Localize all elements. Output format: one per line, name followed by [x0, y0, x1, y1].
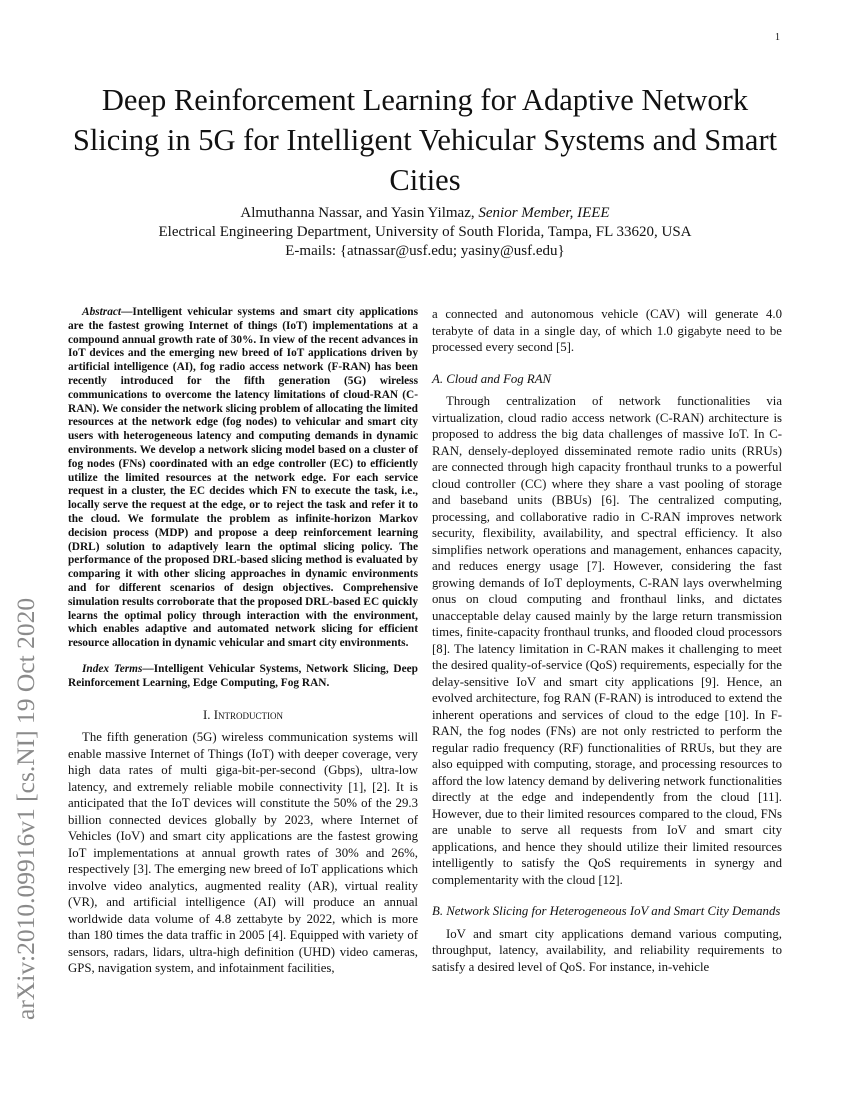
subsection-heading-network-slicing: B. Network Slicing for Heterogeneous IoV and Smart City Demands [432, 904, 781, 918]
index-terms [68, 663, 418, 691]
author-list: Almuthanna Nassar, and Yasin Yilmaz, [240, 205, 479, 221]
index-terms-text: —Intelligent Vehicular Systems, Network Slicing, Deep Reinforcement Learning, Edge Computing, Fog RAN. [68, 662, 418, 689]
abstract-text: —Intelligent vehicular systems and smart city applications are the fastest growing Internet of things (IoT) implementations at a compound annual growth rate of 30%. In view of the recent advances in IoT devices and the emerging new breed of IoT applications driven by artificial intelligence (AI), fog radio access network (F-RAN) has been recently introduced for the fifth generation (5G) wireless communications to overcome the latency limitations of cloud-RAN (C-RAN). We consider the network slicing problem of allocating the limited resources at the network edge (fog nodes) to vehicular and smart city users with heterogeneous latency and computing demands in dynamic environments. We develop a network slicing model based on a cluster of fog nodes (FNs) coordinated with an edge controller (EC) to efficiently utilize the limited resources at the network edge. For each service request in a cluster, the EC decides which FN to execute the task, i.e., locally serve the request at the edge, or to reject the task and refer it to the cloud. We formulate the problem as infinite-horizon Markov decision process (MDP) and propose a deep reinforcement learning (DRL) solution to adaptively learn the optimal slicing policy. The performance of the proposed DRL-based slicing method is evaluated by comparing it with other slicing approaches in dynamic environments and for different scenarios of design objectives. Comprehensive simulation results corroborate that the proposed DRL-based EC quickly learns the optimal policy through interaction with the environment, which enables adaptive and automated network slicing for efficient resource allocation in dynamic vehicular and smart city environments. [68, 306, 418, 650]
paper-title: Deep Reinforcement Learning for Adaptive Network Slicing in 5G for Intelligent Vehicular Systems and Smart Cities [72, 83, 778, 197]
author-role: Senior Member, IEEE [478, 205, 610, 221]
network-slicing-paragraph: IoV and smart city applications demand various computing, throughput, latency, availability, and reliability requirements to satisfy a desired level of QoS. For instance, in-vehicle [432, 926, 782, 974]
section-heading-introduction: I. Introduction [203, 707, 283, 722]
affiliation: Electrical Engineering Department, University of South Florida, Tampa, FL 33620, USA [158, 224, 692, 240]
subsection-heading-cloud-fog-ran: A. Cloud and Fog RAN [432, 371, 552, 386]
right-column [432, 306, 782, 975]
abstract-label: Abstract [82, 306, 122, 318]
author-block [60, 204, 790, 261]
introduction-continuation: a connected and autonomous vehicle (CAV) will generate 4.0 terabyte of data in a single day, of which 1.0 gigabyte need to be processed every second [5]. [432, 307, 782, 354]
index-terms-label: Index Terms [82, 662, 143, 675]
arxiv-stamp: arXiv:2010.09916v1 [cs.NI] 19 Oct 2020 [11, 597, 40, 1020]
author-names [60, 204, 790, 223]
abstract [68, 306, 418, 651]
left-column [68, 306, 418, 977]
introduction-paragraph: The fifth generation (5G) wireless communication systems will enable massive Internet of Things (IoT) with deeper coverage, very high data rates of multi giga-bit-per-second (Gbps), ultra-low latency, and extremely reliable mobile connectivity [1], [2]. It is anticipated that the IoT devices will constitute the 50% of the 29.3 billion connected devices globally by 2023, where Internet of Vehicles (IoV) and smart city applications are the fastest growing IoT implementations at annual growth rates of 30% and 26%, respectively [3]. The emerging new breed of IoT applications which involve video analytics, augmented reality (AR), virtual reality (VR), and artificial intelligence (AI) will produce an annual worldwide data volume of 4.8 zettabyte by 2022, which is more than 180 times the data traffic in 2005 [4]. Equipped with variety of sensors, radars, lidars, ultra-high definition (UHD) video cameras, GPS, navigation system, and infotainment facilities, [68, 730, 418, 976]
cloud-fog-ran-paragraph: Through centralization of network functionalities via virtualization, cloud radio access network (C-RAN) architecture is proposed to address the big data challenges of massive IoT. In C-RAN, densely-deployed disseminated remote radio units (RRUs) are connected through high capacity fronthaul trunks to a powerful cloud controller (CC) where they share a vast pooling of storage and baseband units (BBUs) [6]. The centralized computing, processing, and collaborative radio in C-RAN improves network security, flexibility, availability, and spectral efficiency. It also simplifies network operations and management, enhances capacity, and reduces energy usage [7]. However, considering the fast growing demands of IoT deployments, C-RAN lays overwhelming onus on cloud computing and fronthaul links, and dictates unacceptable delay caused mainly by the large return transmission times, finite-capacity fronthaul trunks, and flooded cloud processors [8]. The latency limitation in C-RAN makes it challenging to meet the desired quality-of-service (QoS) requirements, especially for the delay-sensitive IoV and smart city applications [9]. Hence, an evolved architecture, fog RAN (F-RAN) is introduced to extend the inherent operations and services of cloud to the edge [10]. In F-RAN, the fog nodes (FNs) are not only restricted to perform the regular radio frequency (RF) functionalities of RRUs, but they are also equipped with computing, storage, and processing resources to afford the low latency demand by delivering network functionalities directly at the edge and independently from the cloud [11]. However, due to their limited resources compared to the cloud, FNs are unable to serve all requests from IoV and smart city applications, and hence they should utilize their limited resources intelligently to satisfy the QoS requirements in synergy and complementarity with the cloud [12]. [432, 394, 782, 887]
emails: E-mails: {atnassar@usf.edu; yasiny@usf.edu} [285, 243, 565, 259]
page-number: 1 [775, 32, 780, 43]
